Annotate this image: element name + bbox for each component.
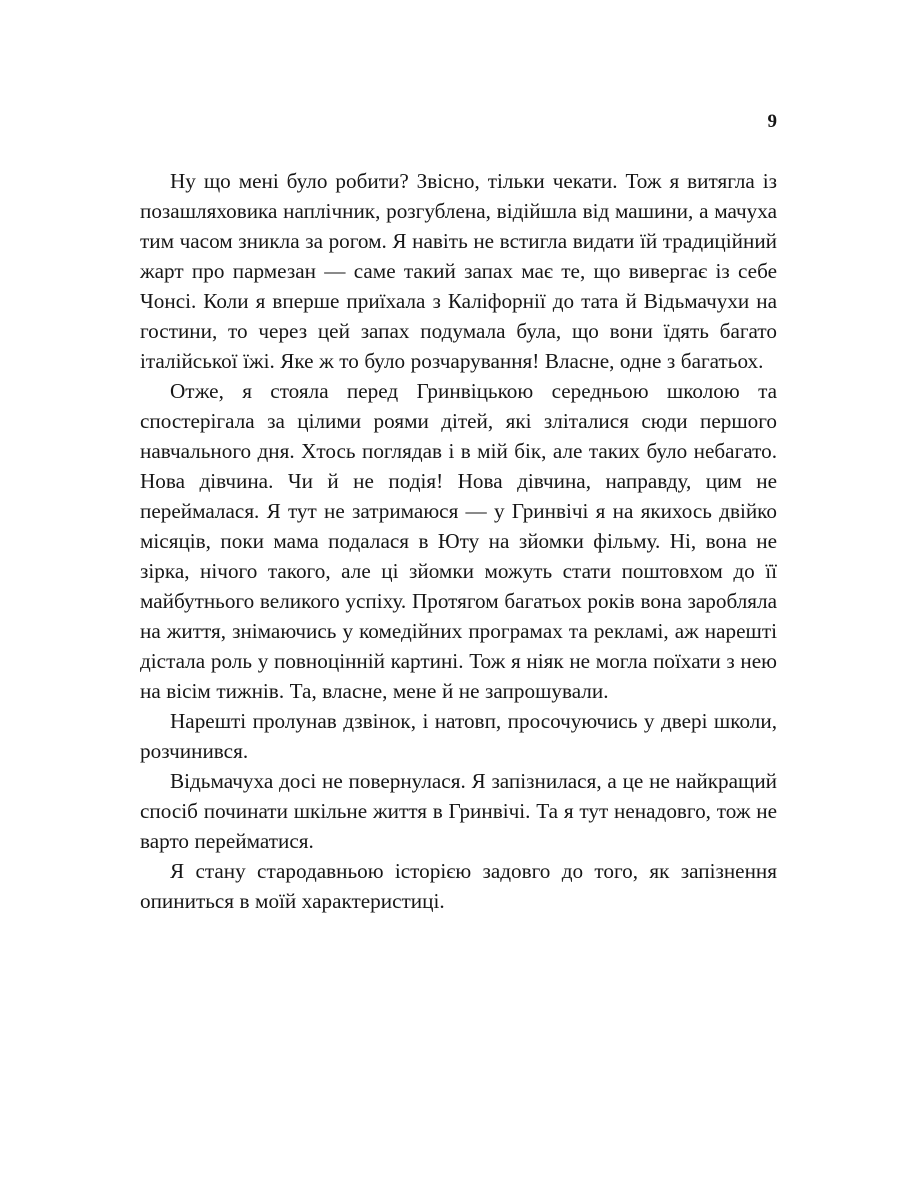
paragraph: Я стану стародавньою історією задовго до того, як запізнення опиниться в моїй характеристиці. — [140, 859, 777, 913]
paragraph: Отже, я стояла перед Гринвіцькою середньою школою та спостерігала за цілими роями дітей, які зліталися сюди першого навчального дня. Хтось поглядав і в мій бік, але таких було небагато. Нова дівчина. Чи й не подія! Нова дівчина, направду, цим не переймалася. Я тут не затримаюся — у Гринвічі я на якихось двійко місяців, поки мама подалася в Юту на зйомки фільму. Ні, вона не зірка, нічого такого, але ці зйомки можуть стати поштовхом до її майбутнього великого успіху. Протягом багатьох років вона заробляла на життя, знімаючись у комедійних програмах та рекламі, аж нарешті дістала роль у повноцінній картині. Тож я ніяк не могла поїхати з нею на вісім тижнів. Та, власне, мене й не запрошували. — [140, 379, 777, 703]
paragraph: Ну що мені було робити? Звісно, тільки чекати. Тож я витягла із позашляховика наплічник, розгублена, відійшла від машини, а мачуха тим часом зникла за рогом. Я навіть не встигла видати їй традиційний жарт про пармезан — саме такий запах має те, що вивергає із себе Чонсі. Коли я вперше приїхала з Каліфорнії до тата й Відьмачухи на гостини, то через цей запах подумала була, що вони їдять багато італійської їжі. Яке ж то було розчарування! Власне, одне з багатьох. — [140, 169, 777, 373]
page-number: 9 — [767, 111, 777, 132]
body-text-block — [140, 166, 777, 916]
paragraph: Відьмачуха досі не повернулася. Я запізнилася, а це не найкращий спосіб починати шкільне життя в Гринвічі. Та я тут ненадовго, тож не варто перейматися. — [140, 769, 777, 853]
paragraph: Нарешті пролунав дзвінок, і натовп, просочуючись у двері школи, розчинився. — [140, 709, 777, 763]
